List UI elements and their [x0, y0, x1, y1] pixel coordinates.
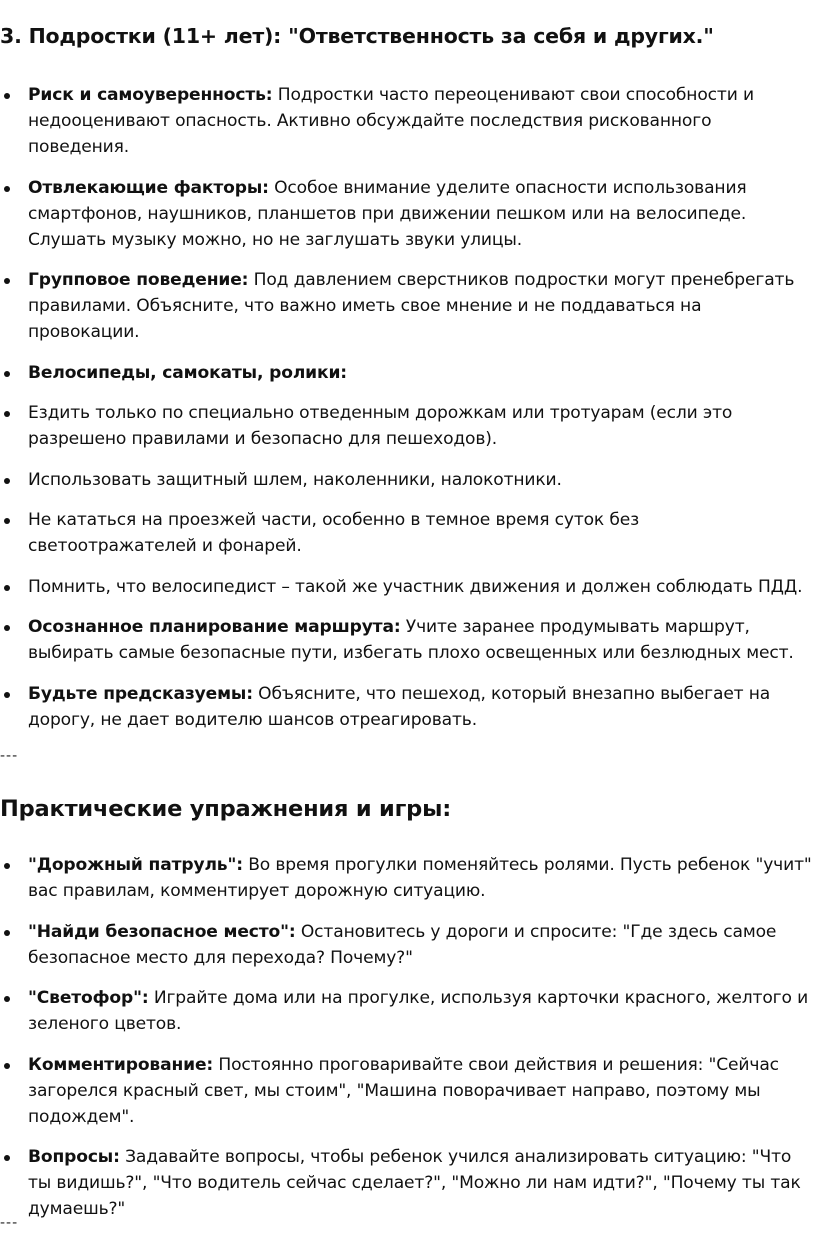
section-heading-practical: Практические упражнения и игры: [0, 796, 452, 822]
list-item-text: Подростки часто переоценивают свои способности и недооценивают опасность. Активно обсуждайте последствия рискованного поведения. [28, 85, 754, 157]
list-item [0, 467, 812, 493]
list-item [0, 1144, 812, 1222]
list-item-bold: Комментирование: [28, 1054, 214, 1075]
list-item [0, 507, 812, 559]
section-heading-teens: 3. Подростки (11+ лет): "Ответственность за себя и других." [0, 24, 714, 48]
list-item-bold: "Дорожный патруль": [28, 855, 243, 875]
list-item-bold: Велосипеды, самокаты, ролики: [28, 362, 347, 383]
practical-bullet-list [0, 852, 812, 1237]
list-item [0, 175, 812, 253]
list-item-bold: Групповое поведение: [28, 270, 249, 290]
list-item [0, 614, 812, 666]
list-item-text: Остановитесь у дороги и спросите: "Где здесь самое безопасное место для перехода? Почему?" [28, 921, 777, 968]
list-item-text: Играйте дома или на прогулке, используя карточки красного, желтого и зеленого цветов. [28, 988, 809, 1034]
list-item-text: Постоянно проговаривайте свои действия и решения: "Сейчас загорелся красный свет, мы стоим", "Машина поворачивает направо, поэтому мы подождем". [28, 1054, 779, 1127]
list-item-text: Во время прогулки поменяйтесь ролями. Пусть ребенок "учит" вас правилам, комментирует дорожную ситуацию. [28, 855, 812, 901]
list-item-text: Учите заранее продумывать маршрут, выбирать самые безопасные пути, избегать плохо освещенных или безлюдных мест. [28, 617, 794, 663]
teens-bullet-list [0, 82, 812, 747]
list-item-text: Особое внимание уделите опасности использования смартфонов, наушников, планшетов при движении пешком или на велосипеде. Слушать музыку можно, но не заглушать звуки улицы. [28, 177, 747, 250]
list-item [0, 267, 812, 345]
list-item [0, 360, 812, 386]
list-item [0, 852, 812, 904]
list-item-bold: Будьте предсказуемы: [28, 683, 253, 704]
list-item [0, 681, 812, 733]
separator: --- [0, 748, 19, 764]
list-item-bold: Отвлекающие факторы: [28, 177, 269, 198]
list-item-text: Задавайте вопросы, чтобы ребенок учился анализировать ситуацию: "Что ты видишь?", "Что водитель сейчас сделает?", "Можно ли нам идти?", "Почему ты так думаешь?" [28, 1147, 801, 1219]
list-item [0, 574, 812, 600]
list-item-text: Объясните, что пешеход, который внезапно выбегает на дорогу, не дает водителю шансов отреагировать. [28, 683, 771, 730]
list-item-text: Не кататься на проезжей части, особенно в темное время суток без светоотражателей и фонарей. [28, 510, 640, 556]
list-item-bold: "Светофор": [28, 988, 149, 1008]
list-item-bold: Риск и самоуверенность: [28, 85, 273, 105]
list-item-text: Помнить, что велосипедист – такой же участник движения и должен соблюдать ПДД. [28, 576, 803, 597]
list-item [0, 400, 812, 452]
list-item-bold: "Найди безопасное место": [28, 921, 296, 942]
list-item-text: Использовать защитный шлем, наколенники, налокотники. [28, 469, 562, 490]
separator: --- [0, 1215, 19, 1231]
list-item-text: Под давлением сверстников подростки могут пренебрегать правилами. Объясните, что важно иметь свое мнение и не поддаваться на провокации. [28, 270, 795, 342]
list-item [0, 1052, 812, 1130]
list-item [0, 919, 812, 971]
list-item-bold: Осознанное планирование маршрута: [28, 617, 401, 637]
list-item-bold: Вопросы: [28, 1147, 120, 1167]
list-item [0, 985, 812, 1037]
list-item [0, 82, 812, 160]
list-item-text: Ездить только по специально отведенным дорожкам или тротуарам (если это разрешено правилами и безопасно для пешеходов). [28, 403, 733, 449]
